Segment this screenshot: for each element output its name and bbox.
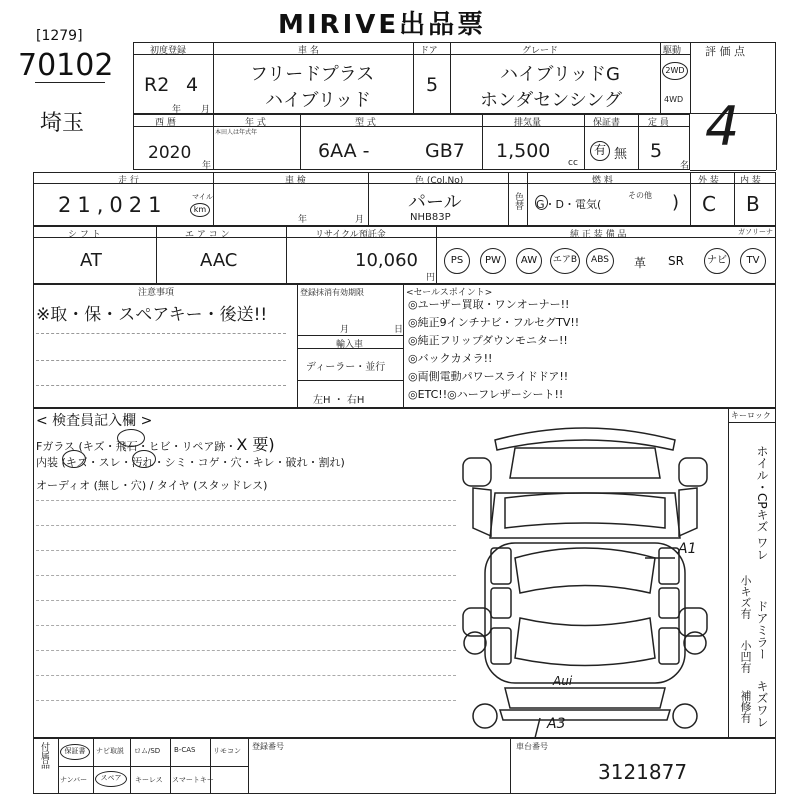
year-marker: 年 (172, 105, 182, 115)
first-reg-month: 4 (186, 74, 199, 96)
steering-option: 左H ・ 右H (313, 395, 365, 406)
damage-mark-a3: A3 (547, 716, 566, 732)
glass-repair-mark: X 要) (236, 435, 275, 454)
shift-value: AT (80, 250, 102, 271)
side-note-repaired: 補修有 (739, 690, 752, 723)
mileage-value: 21,021 (58, 193, 168, 217)
capacity-unit: 名 (680, 161, 690, 171)
label-model-year: 年 式 (245, 118, 266, 128)
acc-number: ナンバー (60, 776, 88, 784)
exterior-grade: C (702, 192, 716, 216)
fuel-close: ) (672, 192, 680, 213)
model-code: GB7 (425, 140, 465, 162)
model-prefix: 6AA - (318, 140, 370, 162)
damage-mark-aui: Aui (553, 674, 573, 688)
label-gasoline: ガソリーナ (738, 228, 773, 236)
label-equipment: 純 正 装 備 品 (570, 230, 627, 240)
doors-value: 5 (426, 74, 439, 96)
interior-grade: B (746, 192, 760, 216)
equip-pw: PW (480, 248, 506, 274)
equipment-list (440, 244, 774, 278)
score-value: 4 (705, 95, 740, 158)
damage-mark-a1: A1 (678, 541, 697, 557)
label-interior: 内 装 (740, 176, 761, 186)
label-color: 色 (Col.No) (415, 176, 464, 186)
equip-navi: ナビ (704, 248, 730, 274)
warranty-no: 無 (614, 147, 628, 162)
label-capacity: 定 員 (648, 118, 669, 128)
car-name-line2: ハイブリッド (265, 90, 372, 111)
drive-4wd: 4WD (664, 95, 684, 104)
label-mileage: 走 行 (118, 176, 139, 186)
interior-stain-circle (132, 450, 156, 468)
sales-point: ◎ETC!!◎ハーフレザーシート!! (408, 388, 564, 401)
fuel-other: その他 (628, 191, 652, 200)
equip-tv: TV (740, 248, 766, 274)
sales-point: ◎純正フリップダウンモニター!! (408, 334, 568, 347)
yen-unit: 円 (426, 273, 436, 283)
inspection-interior-line: 内装 (キズ・スレ・汚れ・シミ・コゲ・穴・キレ・破れ・割れ) (36, 456, 345, 469)
label-aircon: エ ア コ ン (185, 230, 230, 240)
grade-line1: ハイブリッドG (500, 64, 620, 85)
side-note-minor-dent: 小凹有 (739, 640, 752, 673)
acc-rom-sd: ロム/SD (134, 747, 161, 755)
color-number: NHB83P (410, 212, 451, 223)
label-warranty: 保証書 (593, 118, 621, 128)
equip-leather: 革 (634, 256, 647, 270)
stone-chip-circle (117, 429, 145, 447)
lot-box-label: [1279] (36, 28, 83, 44)
acc-remote: リモコン (213, 747, 241, 755)
color-change-label: 色替 (513, 192, 523, 210)
model-year-value: 2020 (148, 143, 192, 163)
label-recycle: リサイクル預託金 (315, 230, 386, 240)
label-reg-number: 登録番号 (252, 742, 284, 751)
side-note-wheel: ホイル・CPキズ ワレ (755, 445, 769, 561)
acc-warranty: 保証書 (60, 744, 90, 760)
label-seireki: 西 暦 (155, 118, 176, 128)
label-sales-points: <セールスポイント> (406, 288, 493, 298)
sales-point: ◎バックカメラ!! (408, 352, 493, 365)
equip-sunroof: SR (668, 254, 684, 268)
accessories-label: 付属品 (39, 742, 49, 769)
cc-unit: cc (568, 158, 578, 168)
label-first-reg: 初度登録 (150, 46, 187, 56)
label-reg-expiry: 登録抹消有効期限 (300, 288, 364, 297)
dealer-option: ディーラー・並行 (306, 362, 386, 373)
label-fuel: 燃 料 (592, 176, 613, 186)
reg-day: 日 (394, 325, 404, 335)
chassis-number: 3121877 (598, 760, 688, 784)
equip-abs: ABS (586, 248, 614, 274)
side-note-minor-scratch: 小キズ有 (739, 575, 752, 619)
side-note-mirror: ドアミラー (755, 600, 769, 660)
aircon-value: AAC (200, 250, 238, 271)
shaken-year: 年 (298, 215, 308, 225)
glass-options: Fガラス (キズ・飛石・ヒビ・リペア跡・ (36, 440, 237, 453)
label-displacement: 排気量 (514, 118, 542, 128)
drive-2wd-circled: 2WD (662, 62, 688, 80)
acc-spare: スペア (95, 771, 127, 787)
equip-airbag: エアB (550, 248, 580, 274)
side-note-scratch-crack: キズワレ (755, 680, 769, 728)
color-value: パール (408, 192, 462, 213)
label-doors: ドア (420, 46, 438, 56)
warranty-yes-circled: 有 (590, 141, 610, 161)
shaken-month: 月 (355, 215, 365, 225)
displacement-value: 1,500 (496, 140, 551, 162)
label-shaken: 車 検 (285, 176, 306, 186)
car-name-line1: フリードプラス (250, 64, 375, 85)
sales-point: ◎純正9インチナビ・フルセグTV!! (408, 316, 580, 329)
sales-points-list (408, 296, 579, 404)
label-chassis: 車台番号 (516, 742, 548, 751)
sales-point: ◎ユーザー買取・ワンオーナー!! (408, 298, 570, 311)
acc-smartkey: スマートキー (172, 776, 214, 784)
capacity-value: 5 (650, 140, 663, 162)
year-suffix: 年 (202, 161, 212, 171)
first-reg-era: R2 (144, 74, 170, 96)
label-grade: グレード (522, 46, 559, 56)
reg-month: 月 (340, 325, 350, 335)
label-shift: シ フ ト (68, 230, 101, 240)
fuel-g-circle (535, 195, 548, 210)
inspection-title: < 検査員記入欄 > (36, 413, 153, 429)
label-inspection-note: 本田人は年式年 (215, 129, 258, 136)
sales-point: ◎両側電動パワースライドドア!! (408, 370, 569, 383)
inspection-audio-line: オーディオ (無し・穴) / タイヤ (スタッドレス) (36, 479, 268, 492)
equip-ps: PS (444, 248, 470, 274)
sheet-title: MIRIVE出品票 (278, 10, 487, 40)
month-marker: 月 (201, 105, 211, 115)
km-circled: km (190, 203, 210, 217)
label-drive: 駆動 (663, 46, 682, 56)
acc-keyless: キーレス (135, 776, 163, 784)
acc-navi-manual: ナビ取説 (96, 747, 124, 755)
label-exterior: 外 装 (698, 176, 719, 186)
car-body-diagram (455, 418, 715, 738)
acc-bcas: B-CAS (174, 746, 196, 754)
label-import: 輸入車 (336, 340, 364, 350)
caution-text: ※取・保・スペアキー・後送!! (36, 305, 268, 325)
interior-scratch-circle (62, 450, 86, 468)
recycle-value: 10,060 (355, 250, 418, 271)
keylock-label: キーロック (731, 411, 771, 420)
label-car-name: 車 名 (298, 46, 319, 56)
label-score: 評 価 点 (705, 45, 745, 58)
mile-label: マイル (192, 193, 213, 201)
region: 埼玉 (40, 111, 85, 136)
label-model: 型 式 (355, 118, 376, 128)
grade-line2: ホンダセンシング (480, 90, 623, 111)
lot-number: 70102 (18, 48, 114, 83)
fuel-options: G・D・電気( (536, 198, 602, 211)
label-caution: 注意事項 (138, 288, 175, 298)
equip-aw: AW (516, 248, 542, 274)
